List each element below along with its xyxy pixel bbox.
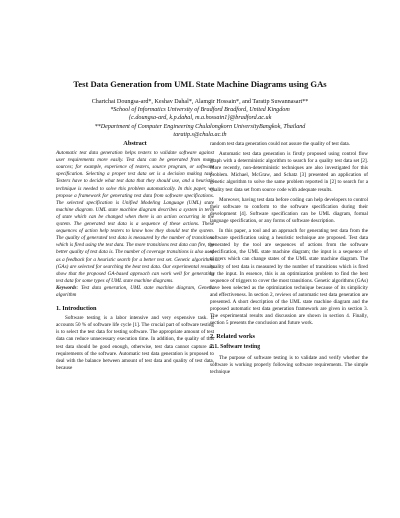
paragraph-continued: random test data generation could not assure the quality of test data. xyxy=(210,141,350,147)
keywords-label: Keywords xyxy=(56,284,77,291)
author-names: Chartchai Doungsa-ard*, Keshav Dahal*, Alamgir Hossain*, and Taratip Suwannasart** xyxy=(91,99,309,105)
paragraph-specification: Moreover, having test data before coding can help developers to control their software to conform to the software specification during their development [4]. Software specification can be UML diagram, formal language specification, or any forms of software description. xyxy=(210,196,368,224)
abstract-heading: Abstract xyxy=(123,140,147,147)
software-testing-heading: 2.1. Software testing xyxy=(210,344,261,351)
introduction-heading: 1. Introduction xyxy=(56,305,97,313)
paper-title: Test Data Generation from UML State Machine Diagrams using GAs xyxy=(73,79,327,89)
abstract-text: Automatic test data generation helps testers to validate software against user requirements more easily. Test data can be generated from many sources; for example, experience of testers, source program, or software specification. Selecting a proper test data set is a decision making task. Testers have to decide what test data that they should use, and a heuristic technique is needed to solve this problem automatically. In this paper, we propose a framework for generating test data from software specifications. The selected specification is Unified Modeling Language (UML) state machine diagram. UML state machine diagram describes a system in term of state which can be changed when there is an action occurring in the system. The generated test data is a sequence of these actions. These sequences of action help testers to know how they should test the system. The quality of generated test data is measured by the number of transitions which is fired using the test data. The more transitions test data can fire, the better quality of test data is. The number of coverage transitions is also used as a feedback for a heuristic search for a better test set. Genetic algorithms (GAs) are selected for searching the best test data. Our experimental results show that the proposed GA-based approach can work well for generating test data for some types of UML state machine diagrams. xyxy=(56,150,214,284)
keywords xyxy=(56,285,214,299)
email-bradford: {c.doungsa-ard, k.p.dahal, m.a.hossain1}@bradford.ac.uk xyxy=(128,115,272,122)
left-column xyxy=(56,140,214,375)
affiliation-bradford: *School of Informatics University of Bradford Bradford, United Kingdom xyxy=(110,107,290,114)
keywords-text: : Test data generation, UML state machine diagram, Genetic algorithm xyxy=(56,284,214,298)
paragraph-approach: In this paper, a tool and an approach for generating test data from the software specification using a heuristic technique are proposed. Test data generated by the tool are sequences of actions from the software specification, the UML state machine diagram; the input is a sequence of triggers which can change states of the UML state machine diagram. The quality of test data is measured by the number of transitions which is fired by the input. In essence, this is an optimization problem to find the best sequence of triggers to cover the most transitions. Genetic algorithms (GAs) have been selected as the optimization technique because of its simplicity and effectiveness. In section 2, reviews of automatic test data generation are presented. A short description of the UML state machine diagram and the proposed automatic test data generation framework are given in section 3. The experimental results and discussion are shown in section 4. Finally, section 5 presents the conclusion and future work. xyxy=(210,228,368,327)
email-chulalongkorn: taratip.s@chula.ac.th xyxy=(173,131,227,138)
affiliation-chulalongkorn: **Department of Computer Engineering Chulalongkorn UniversityBangkok, Thailand xyxy=(94,123,306,130)
author-block xyxy=(30,98,370,139)
paragraph-history: Automatic test data generation is firstly proposed using control flow graph with a deterministic algorithm to search for a quality test data set [2]. More recently, non-deterministic techniques are also investigated for this problem. Michael, McGraw, and Schatz [3] presented an application of genetic algorithm to solve the same problem reported in [2] to search for a quality test data set from source code with adequate results. xyxy=(210,151,368,193)
paragraph-software-testing: The purpose of software testing is to validate and verify whether the software is working properly following software requirements. The simple technique xyxy=(210,354,368,375)
right-column xyxy=(210,141,368,379)
introduction-paragraph: Software testing is a labor intensive and very expensive task. It accounts 50 % of software life cycle [1]. The crucial part of software testing is to select the test data for testing software. The appropriate amount of test data can reduce unnecessary execution time. In addition, the quality of this test data should be good enough, otherwise, test data cannot capture all requirements of the software. Automatic test data generation is proposed to deal with the balance between amount of test data and quality of test data, because xyxy=(56,315,214,371)
related-works-heading: 2. Related works xyxy=(210,333,255,341)
